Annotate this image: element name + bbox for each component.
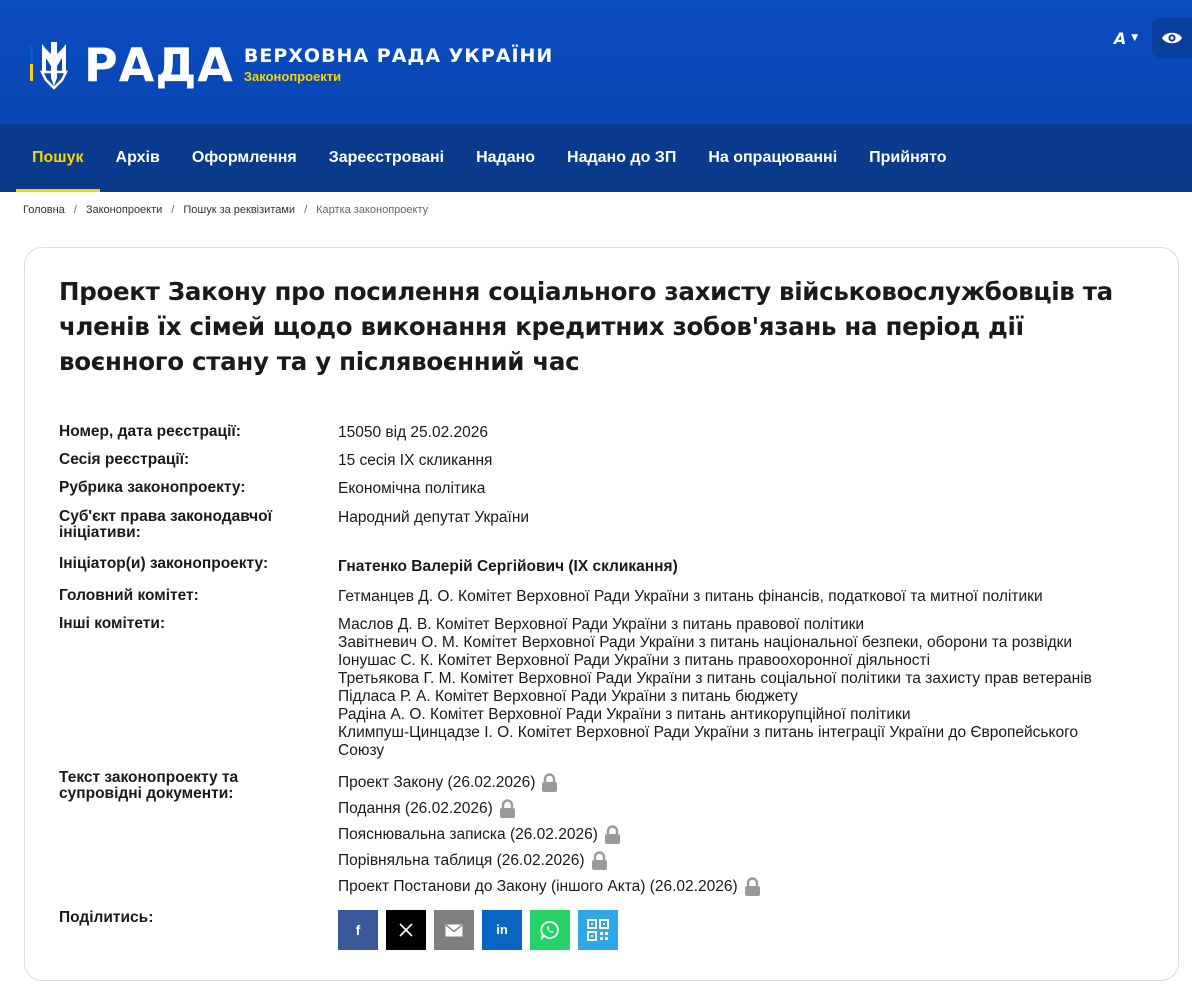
field-value: 15 сесія IX скликання [338,452,493,469]
document-item [338,770,1148,796]
accessibility-button[interactable] [1152,18,1192,58]
nav-item-in-progress[interactable]: На опрацюванні [708,149,838,166]
nav-item-search[interactable]: Пошук [16,124,100,192]
document-link[interactable]: Проект Постанови до Закону (іншого Акта) (26.02.2026) [338,878,738,895]
committee-line: Завітневич О. М. Комітет Верховної Ради України з питань національної безпеки, оборони та розвідки [338,634,1073,651]
lock-icon [499,799,516,819]
nav-item-adopted[interactable]: Прийнято [869,149,947,166]
site-logo[interactable] [28,38,553,92]
committee-line: Маслов Д. В. Комітет Верховної Ради України з питань правової політики [338,616,865,633]
field-value: 15050 від 25.02.2026 [338,424,489,441]
breadcrumb-separator: / [304,204,308,216]
document-item [338,822,1148,848]
share-qr-button[interactable] [578,910,618,950]
document-link[interactable]: Подання (26.02.2026) [338,800,493,817]
x-icon [399,923,413,937]
field-label: Номер, дата реєстрації: [59,423,241,440]
document-item [338,874,1148,900]
committee-line: Радіна А. О. Комітет Верховної Ради України з питань антикорупційної політики [338,706,911,723]
document-item [338,848,1148,874]
chevron-down-icon: ▼ [1131,33,1139,43]
share-linkedin-button[interactable] [482,910,522,950]
field-label: Текст законопроекту та супровідні документи: [59,769,239,802]
field-value: Народний депутат України [338,509,530,526]
lock-icon [604,825,621,845]
main-nav [0,124,1192,192]
nav-item-archive[interactable]: Архів [115,149,160,166]
committee-line: Третьякова Г. М. Комітет Верховної Ради України з питань соціальної політики та захисту прав ветеранів [338,670,1092,687]
breadcrumb-separator: / [171,204,175,216]
lock-icon [541,773,558,793]
font-size-button[interactable] [1104,18,1148,58]
whatsapp-icon [540,920,560,940]
bill-card [24,247,1179,981]
document-item [338,796,1148,822]
lock-icon [591,851,608,871]
field-label: Рубрика законопроекту: [59,479,246,496]
field-label: Поділитись: [59,909,154,926]
field-label: Сесія реєстрації: [59,451,190,468]
site-header [0,0,1192,124]
breadcrumb [23,203,428,217]
nav-item-drafting[interactable]: Оформлення [191,149,297,166]
share-whatsapp-button[interactable] [530,910,570,950]
qr-code-icon [587,919,609,941]
field-value: Економічна політика [338,480,486,497]
share-x-button[interactable] [386,910,426,950]
committee-line: Підласа Р. А. Комітет Верховної Ради України з питань бюджету [338,688,798,705]
other-committees-list [338,616,1148,760]
eye-icon [1161,31,1183,45]
site-title: ВЕРХОВНА РАДА УКРАЇНИ [243,45,554,67]
committee-line: Іонушас С. К. Комітет Верховної Ради України з питань правоохоронної діяльності [338,652,931,669]
facebook-icon: f [355,922,361,938]
committee-line: Союзу [338,742,385,759]
breadcrumb-bills[interactable]: Законопроекти [85,204,163,216]
page-title: Проект Закону про посилення соціального захисту військовослужбовців та членів їх сімей щодо виконання кредитних зобов'язань на період дії воєнного стану та у післявоєнний час [59,277,1113,376]
lock-icon [744,877,761,897]
field-value: Гетманцев Д. О. Комітет Верховної Ради України з питань фінансів, податкової та митної політики [338,588,1043,605]
share-email-button[interactable] [434,910,474,950]
font-size-label: A [1113,28,1127,48]
field-label: Головний комітет: [59,587,199,604]
breadcrumb-separator: / [73,204,77,216]
breadcrumb-home[interactable]: Головна [23,204,65,216]
documents-list [338,770,1148,900]
nav-item-submitted-zp[interactable]: Надано до ЗП [567,149,677,166]
logo-text [244,44,553,86]
document-link[interactable]: Пояснювальна записка (26.02.2026) [338,826,598,843]
share-facebook-button[interactable] [338,910,378,950]
committee-line: Климпуш-Цинцадзе І. О. Комітет Верховної Ради України з питань інтеграції України до Європейського [338,724,1078,741]
share-buttons [338,910,1148,950]
header-tools [1104,18,1192,58]
trident-icon [28,38,78,92]
logo-word: РАДА [84,38,234,92]
field-label: Інші комітети: [59,615,166,632]
nav-item-registered[interactable]: Зареєстровані [328,149,445,166]
nav-item-submitted[interactable]: Надано [476,149,536,166]
email-icon [445,924,463,937]
document-link[interactable]: Проект Закону (26.02.2026) [338,774,536,791]
linkedin-icon: in [496,922,508,937]
breadcrumb-current: Картка законопроекту [316,204,429,216]
breadcrumb-search[interactable]: Пошук за реквізитами [183,204,296,216]
site-subtitle: Законопроекти [243,69,342,84]
document-link[interactable]: Порівняльна таблиця (26.02.2026) [338,852,585,869]
initiator-link[interactable]: Гнатенко Валерій Сергійович (IX скликання) [338,558,678,575]
field-label: Суб'єкт права законодавчої ініціативи: [59,508,272,541]
field-label: Ініціатор(и) законопроекту: [59,555,269,572]
